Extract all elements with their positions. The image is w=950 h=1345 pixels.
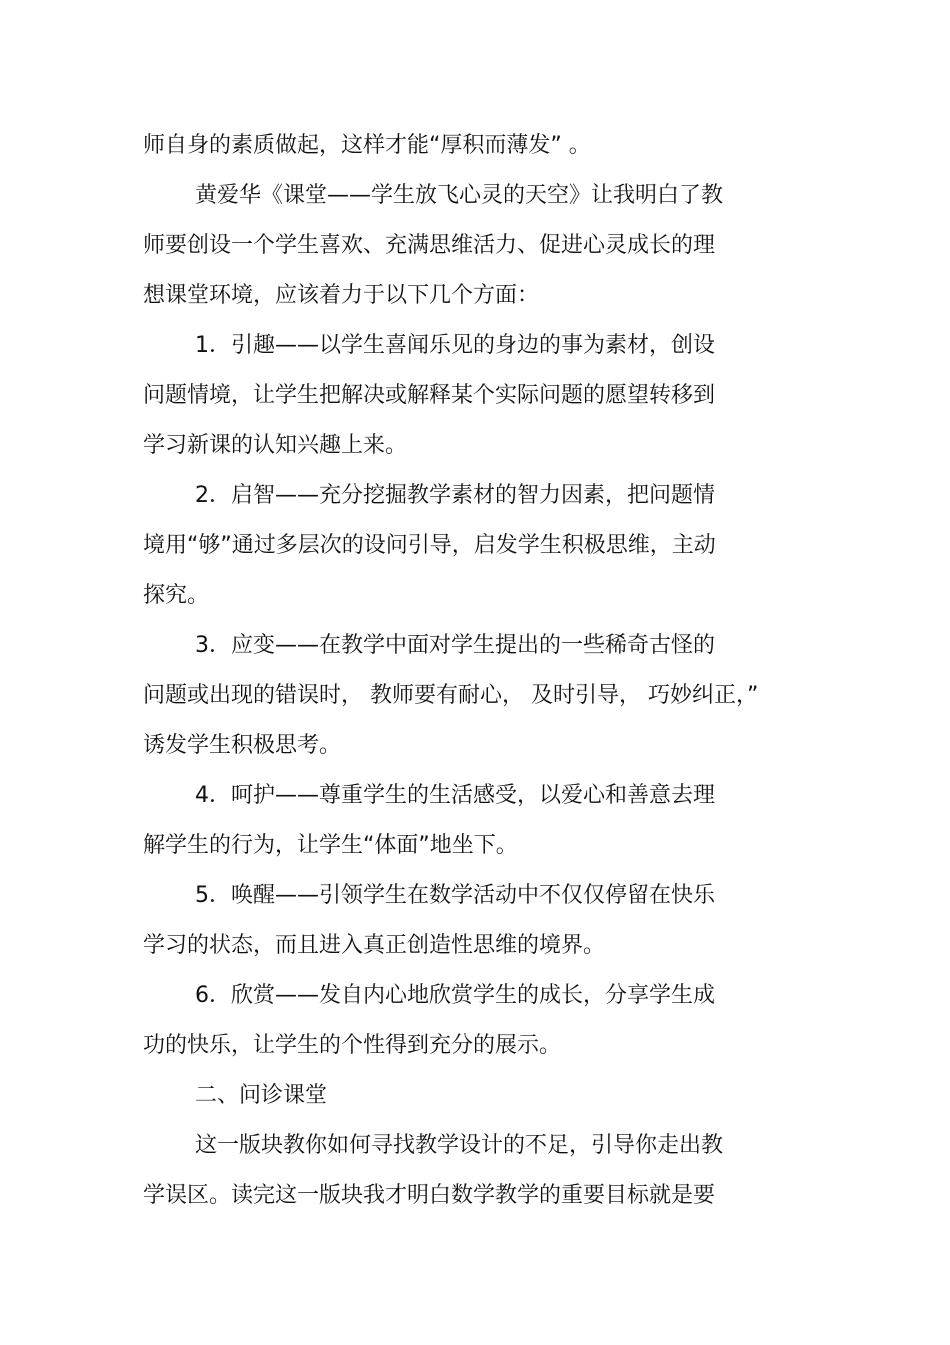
- list-item-1-line: 1．引趣——以学生喜闻乐见的身边的事为素材，创设: [195, 333, 715, 358]
- text-line: 功的快乐，让学生的个性得到充分的展示。: [143, 1033, 562, 1058]
- text-line: 学习的状态，而且进入真正创造性思维的境界。: [143, 933, 606, 958]
- list-item-6-line: 6．欣赏——发自内心地欣赏学生的成长，分享学生成: [195, 983, 715, 1008]
- text-line: 师自身的素质做起，这样才能“厚积而薄发” 。: [143, 133, 591, 158]
- text-line: 学误区。读完这一版块我才明白数学教学的重要目标就是要: [143, 1183, 716, 1208]
- text-line: 探究。: [143, 583, 210, 608]
- paragraph-start-line: 黄爱华《课堂——学生放飞心灵的天空》让我明白了教: [195, 183, 724, 208]
- text-line: 境用“够”通过多层次的设问引导，启发学生积极思维，主动: [143, 533, 716, 558]
- text-line: 师要创设一个学生喜欢、充满思维活力、促进心灵成长的理: [143, 233, 716, 258]
- text-line: 问题或出现的错误时， 教师要有耐心， 及时引导， 巧妙纠正，”: [143, 683, 759, 708]
- text-line: 诱发学生积极思考。: [143, 733, 342, 758]
- paragraph-start-line: 这一版块教你如何寻找教学设计的不足，引导你走出教: [195, 1133, 724, 1158]
- text-line: 解学生的行为，让学生“体面”地坐下。: [143, 833, 518, 858]
- list-item-2-line: 2．启智——充分挖掘教学素材的智力因素，把问题情: [195, 483, 715, 508]
- text-line: 想课堂环境，应该着力于以下几个方面：: [143, 283, 540, 308]
- list-item-5-line: 5．唤醒——引领学生在数学活动中不仅仅停留在快乐: [195, 883, 715, 908]
- list-item-3-line: 3．应变——在教学中面对学生提出的一些稀奇古怪的: [195, 633, 715, 658]
- section-heading: 二、问诊课堂: [195, 1083, 328, 1108]
- list-item-4-line: 4．呵护——尊重学生的生活感受，以爱心和善意去理: [195, 783, 715, 808]
- text-line: 学习新课的认知兴趣上来。: [143, 433, 408, 458]
- text-line: 问题情境，让学生把解决或解释某个实际问题的愿望转移到: [143, 383, 716, 408]
